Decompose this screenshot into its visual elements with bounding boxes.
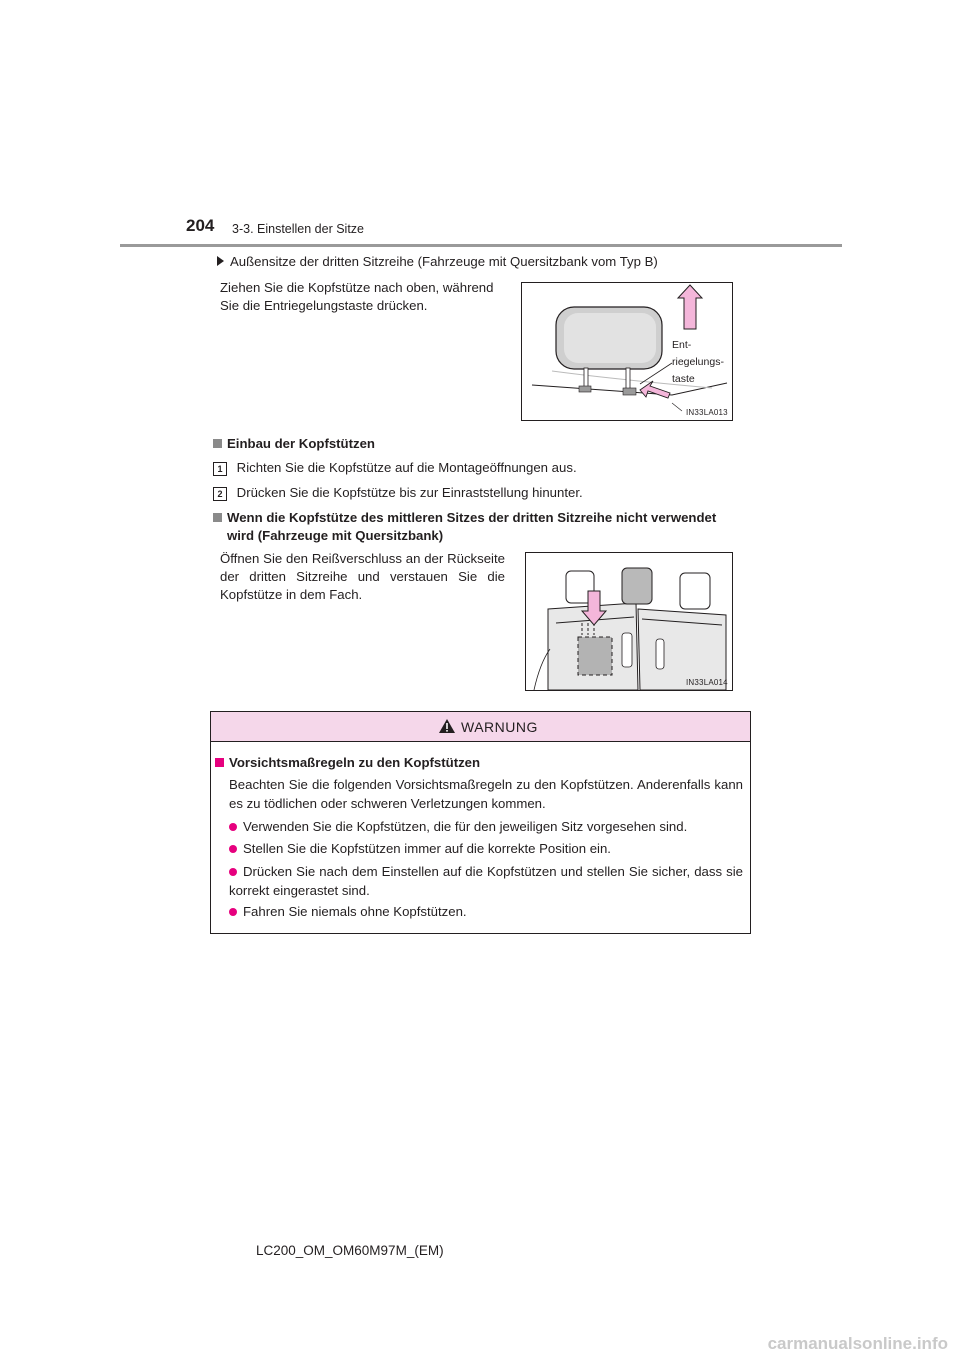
bullet-dot-icon (229, 823, 237, 831)
warning-item: Verwenden Sie die Kopfstützen, die für den jeweiligen Sitz vorgesehen sind. (229, 818, 743, 836)
bullet-dot-icon (229, 908, 237, 916)
header-divider (120, 244, 842, 247)
unused-headrest-heading: Wenn die Kopfstütze des mittleren Sitzes der dritten Sitzreihe nicht verwendet (213, 509, 748, 527)
watermark: carmanualsonline.info (767, 1334, 948, 1353)
install-step-1 (213, 459, 577, 477)
warning-title: WARNUNG (461, 719, 538, 735)
subsection-heading (217, 253, 658, 271)
seat-back-illustration (526, 553, 732, 690)
headrest-removal-figure (521, 282, 733, 421)
headrest-storage-figure (525, 552, 733, 691)
square-bullet-icon (213, 439, 222, 448)
warning-triangle-icon (438, 718, 456, 734)
step-text: Drücken Sie die Kopfstütze bis zur Einraststellung hinunter. (236, 485, 583, 500)
warning-item: Fahren Sie niemals ohne Kopfstützen. (229, 903, 743, 921)
step-number-badge: 2 (213, 487, 227, 501)
install-heading: Einbau der Kopfstützen (213, 435, 375, 453)
square-bullet-icon (215, 758, 224, 767)
warning-item: Drücken Sie nach dem Einstellen auf die Kopfstützen und stellen Sie sicher, dass sie korrekt eingerastet sind. (229, 864, 743, 898)
arrow-bullet-icon (217, 256, 224, 266)
subsection-title: Außensitze der dritten Sitzreihe (Fahrzeuge mit Quersitzbank vom Typ B) (230, 254, 658, 269)
removal-instruction: Ziehen Sie die Kopfstütze nach oben, während Sie die Entriegelungstaste drücken. (220, 280, 494, 313)
bullet-dot-icon (229, 868, 237, 876)
warning-intro: Beachten Sie die folgenden Vorsichtsmaßregeln zu den Kopfstützen. Anderenfalls kann es zu tödlichen oder schweren Verletzungen kommen. (229, 777, 743, 811)
install-step-2 (213, 484, 583, 502)
warning-item: Stellen Sie die Kopfstützen immer auf die korrekte Position ein. (229, 840, 743, 858)
step-text: Richten Sie die Kopfstütze auf die Montageöffnungen aus. (236, 460, 577, 475)
warning-heading: Vorsichtsmaßregeln zu den Kopfstützen (215, 754, 480, 772)
storage-instruction: Öffnen Sie den Reißverschluss an der Rückseite der dritten Sitzreihe und verstauen Sie die Kopfstütze in dem Fach. (220, 551, 505, 602)
bullet-dot-icon (229, 845, 237, 853)
figure-code: IN33LA013 (686, 408, 728, 417)
step-number-badge: 1 (213, 462, 227, 476)
square-bullet-icon (213, 513, 222, 522)
unused-headrest-heading-cont: wird (Fahrzeuge mit Quersitzbank) (227, 528, 444, 543)
section-title: 3-3. Einstellen der Sitze (232, 222, 365, 236)
warning-header (211, 712, 750, 742)
page-number: 204 (186, 216, 215, 235)
document-code: LC200_OM_OM60M97M_(EM) (256, 1243, 444, 1258)
figure-code: IN33LA014 (686, 678, 728, 687)
release-button-label: Ent- riegelungs- taste (672, 339, 724, 385)
warning-box (210, 711, 751, 934)
